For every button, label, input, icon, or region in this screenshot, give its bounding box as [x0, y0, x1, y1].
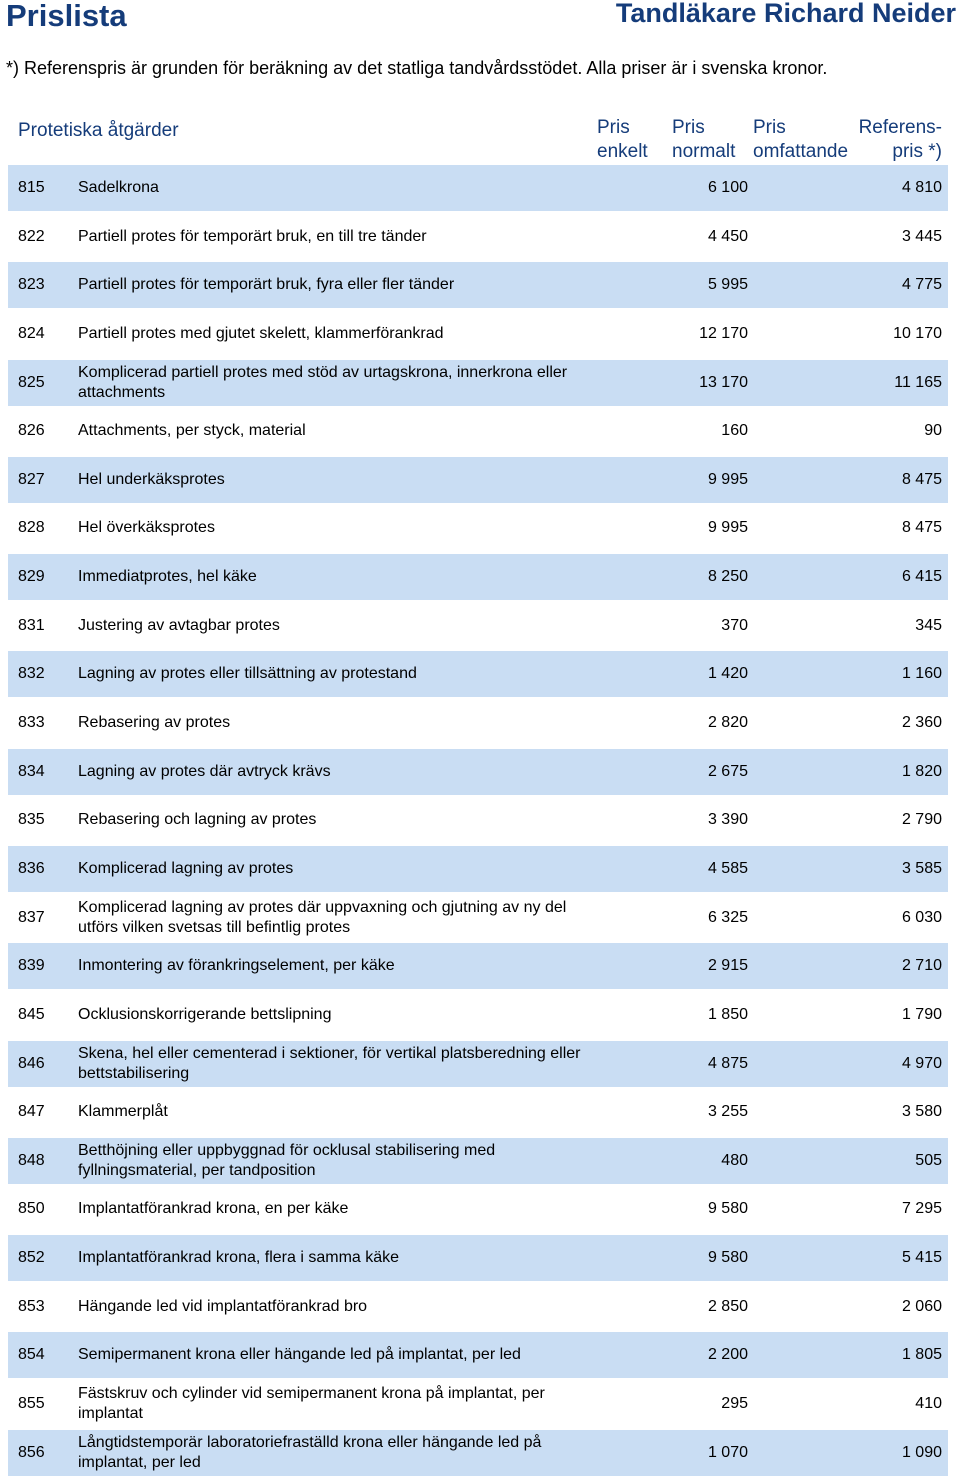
row-pris-normalt: 480	[721, 1151, 748, 1169]
row-referenspris: 4 970	[901, 1054, 942, 1072]
table-row	[8, 1430, 948, 1476]
row-referenspris: 1 805	[901, 1346, 942, 1364]
row-description-text: Partiell protes för temporärt bruk, fyra eller fler tänder	[78, 276, 455, 294]
row-description	[78, 1186, 588, 1232]
row-code: 847	[18, 1103, 45, 1121]
row-referenspris: 4 775	[901, 276, 942, 294]
table-row	[8, 749, 948, 795]
row-code: 853	[18, 1297, 45, 1315]
row-pris-normalt: 4 875	[707, 1054, 748, 1072]
row-code: 855	[18, 1395, 45, 1413]
row-code: 852	[18, 1249, 45, 1267]
table-row	[8, 457, 948, 503]
header-referenspris	[859, 116, 942, 164]
table-row	[8, 214, 948, 260]
table-row	[8, 360, 948, 406]
row-pris-normalt: 1 850	[707, 1005, 748, 1023]
row-description-text: Semipermanent krona eller hängande led på implantat, per led	[78, 1346, 521, 1364]
header-line: omfattande	[753, 141, 849, 162]
row-pris-normalt: 160	[721, 422, 748, 440]
row-description	[78, 992, 588, 1038]
row-referenspris: 90	[924, 422, 942, 440]
row-pris-normalt: 5 995	[707, 276, 748, 294]
row-referenspris: 6 030	[901, 908, 942, 926]
row-description-text: Partiell protes för temporärt bruk, en till tre tänder	[78, 227, 427, 245]
row-description-text: Rebasering av protes	[78, 714, 231, 732]
table-row	[8, 943, 948, 989]
row-description	[78, 1332, 588, 1378]
row-description-text: Implantatförankrad krona, en per käke	[78, 1200, 349, 1218]
table-row	[8, 408, 948, 454]
table-row	[8, 1332, 948, 1378]
table-row	[8, 1235, 948, 1281]
header-pris-normalt	[672, 116, 735, 164]
row-description-text: Hel överkäksprotes	[78, 519, 215, 537]
clinic-name: Tandläkare Richard Neider	[615, 0, 956, 28]
row-referenspris: 5 415	[901, 1249, 942, 1267]
row-description	[78, 214, 588, 260]
row-referenspris: 6 415	[901, 568, 942, 586]
row-referenspris: 2 060	[901, 1297, 942, 1315]
header-line: enkelt	[597, 141, 648, 162]
row-code: 826	[18, 422, 45, 440]
row-code: 854	[18, 1346, 45, 1364]
row-pris-normalt: 4 450	[707, 227, 748, 245]
row-referenspris: 505	[915, 1151, 942, 1169]
header-pris-enkelt	[597, 116, 648, 164]
row-description-text: Skena, hel eller cementerad i sektioner, för vertikal platsberedning eller bettstabilisering	[78, 1044, 581, 1082]
table-row	[8, 895, 948, 941]
row-code: 848	[18, 1151, 45, 1169]
row-referenspris: 2 360	[901, 714, 942, 732]
row-description	[78, 165, 588, 211]
table-row	[8, 992, 948, 1038]
row-description	[78, 700, 588, 746]
reference-price-note: *) Referenspris är grunden för beräkning av det statliga tandvårdsstödet. Alla priser är i svenska kronor.	[6, 58, 828, 78]
row-referenspris: 345	[915, 616, 942, 634]
row-pris-normalt: 6 100	[707, 179, 748, 196]
row-description	[78, 1235, 588, 1281]
row-pris-normalt: 295	[721, 1395, 748, 1413]
table-row	[8, 846, 948, 892]
row-referenspris: 8 475	[901, 470, 942, 488]
row-description-text: Attachments, per styck, material	[78, 422, 306, 440]
row-description-text: Hel underkäksprotes	[78, 470, 225, 488]
row-pris-normalt: 4 585	[707, 859, 748, 877]
table-row	[8, 1089, 948, 1135]
row-pris-normalt: 2 850	[707, 1297, 748, 1315]
row-code: 829	[18, 568, 45, 586]
row-description-text: Sadelkrona	[78, 179, 159, 196]
row-code: 837	[18, 908, 45, 926]
row-code: 828	[18, 519, 45, 537]
row-code: 856	[18, 1443, 45, 1461]
row-description	[78, 360, 588, 406]
table-row	[8, 165, 948, 211]
row-description	[78, 895, 588, 941]
row-description-text: Inmontering av förankringselement, per käke	[78, 957, 395, 975]
row-code: 827	[18, 470, 45, 488]
row-pris-normalt: 8 250	[707, 568, 748, 586]
row-pris-normalt: 370	[721, 616, 748, 634]
row-pris-normalt: 9 995	[707, 519, 748, 537]
row-description	[78, 554, 588, 600]
row-code: 833	[18, 714, 45, 732]
table-header	[0, 116, 960, 162]
row-description	[78, 1138, 588, 1184]
row-referenspris: 11 165	[894, 373, 942, 391]
row-description	[78, 651, 588, 697]
table-row	[8, 262, 948, 308]
table-row	[8, 700, 948, 746]
row-code: 850	[18, 1200, 45, 1218]
row-referenspris: 1 160	[901, 665, 942, 683]
table-row	[8, 797, 948, 843]
row-description-text: Långtidstemporär laboratoriefraställd krona eller hängande led på implantat, per led	[78, 1433, 542, 1471]
row-description	[78, 1041, 588, 1087]
row-description	[78, 505, 588, 551]
row-description	[78, 1381, 588, 1427]
row-description	[78, 1430, 588, 1476]
row-referenspris: 4 810	[901, 179, 942, 196]
row-description-text: Fästskruv och cylinder vid semipermanent krona på implantat, per implantat	[78, 1385, 545, 1423]
row-code: 834	[18, 762, 45, 780]
table-row	[8, 1381, 948, 1427]
row-description-text: Rebasering och lagning av protes	[78, 811, 317, 829]
row-description	[78, 1284, 588, 1330]
table-row	[8, 505, 948, 551]
row-referenspris: 410	[915, 1395, 942, 1413]
row-referenspris: 2 790	[901, 811, 942, 829]
table-row	[8, 1041, 948, 1087]
row-description	[78, 797, 588, 843]
row-description-text: Immediatprotes, hel käke	[78, 568, 257, 586]
row-pris-normalt: 9 995	[707, 470, 748, 488]
row-description-text: Hängande led vid implantatförankrad bro	[78, 1297, 368, 1315]
row-code: 846	[18, 1054, 45, 1072]
row-code: 831	[18, 616, 45, 634]
row-description	[78, 846, 588, 892]
header-line: Pris	[753, 117, 786, 138]
row-description	[78, 1089, 588, 1135]
row-code: 832	[18, 665, 45, 683]
row-pris-normalt: 9 580	[707, 1249, 748, 1267]
row-description	[78, 603, 588, 649]
row-description	[78, 749, 588, 795]
row-code: 835	[18, 811, 45, 829]
row-description	[78, 408, 588, 454]
row-pris-normalt: 13 170	[699, 373, 748, 391]
table-row	[8, 554, 948, 600]
table-row	[8, 311, 948, 357]
header-pris-omfattande	[753, 116, 848, 164]
table-row	[8, 1138, 948, 1184]
row-referenspris: 1 090	[901, 1443, 942, 1461]
row-pris-normalt: 1 420	[707, 665, 748, 683]
row-code: 845	[18, 1005, 45, 1023]
row-pris-normalt: 2 200	[707, 1346, 748, 1364]
row-description	[78, 943, 588, 989]
row-code: 836	[18, 859, 45, 877]
header-line: Referens-	[858, 117, 942, 138]
row-description	[78, 457, 588, 503]
row-code: 839	[18, 957, 45, 975]
section-heading: Protetiska åtgärder	[18, 120, 179, 141]
row-pris-normalt: 3 390	[707, 811, 748, 829]
row-referenspris: 3 445	[901, 227, 942, 245]
row-description-text: Implantatförankrad krona, flera i samma käke	[78, 1249, 400, 1267]
row-description-text: Lagning av protes där avtryck krävs	[78, 762, 331, 780]
row-referenspris: 2 710	[901, 957, 942, 975]
row-pris-normalt: 12 170	[699, 324, 748, 342]
table-row	[8, 1186, 948, 1232]
row-code: 815	[18, 179, 45, 196]
row-pris-normalt: 2 915	[707, 957, 748, 975]
row-description-text: Ocklusionskorrigerande bettslipning	[78, 1005, 332, 1023]
row-referenspris: 1 820	[901, 762, 942, 780]
table-row	[8, 1284, 948, 1330]
table-row	[8, 603, 948, 649]
row-pris-normalt: 2 820	[707, 714, 748, 732]
table-row	[8, 651, 948, 697]
row-pris-normalt: 2 675	[707, 762, 748, 780]
row-pris-normalt: 6 325	[707, 908, 748, 926]
row-description-text: Partiell protes med gjutet skelett, klammerförankrad	[78, 324, 444, 342]
page-title: Prislista	[6, 0, 127, 33]
row-referenspris: 1 790	[901, 1005, 942, 1023]
header-line: normalt	[672, 141, 736, 162]
row-description-text: Klammerplåt	[78, 1103, 168, 1121]
row-referenspris: 8 475	[901, 519, 942, 537]
row-referenspris: 3 580	[901, 1103, 942, 1121]
row-description	[78, 262, 588, 308]
row-referenspris: 7 295	[901, 1200, 942, 1218]
row-description	[78, 311, 588, 357]
row-pris-normalt: 1 070	[707, 1443, 748, 1461]
row-description-text: Justering av avtagbar protes	[78, 616, 280, 634]
row-referenspris: 10 170	[893, 324, 942, 342]
row-pris-normalt: 3 255	[707, 1103, 748, 1121]
price-table-body	[8, 165, 948, 1478]
row-description-text: Lagning av protes eller tillsättning av protestand	[78, 665, 417, 683]
row-description-text: Betthöjning eller uppbyggnad för ocklusal stabilisering med fyllningsmaterial, per tandposition	[78, 1141, 496, 1179]
row-code: 824	[18, 324, 45, 342]
row-referenspris: 3 585	[901, 859, 942, 877]
header-line: Pris	[597, 117, 630, 138]
row-description-text: Komplicerad lagning av protes där uppvaxning och gjutning av ny del utförs vilken svetsas till befintlig protes	[78, 898, 567, 936]
row-code: 825	[18, 373, 45, 391]
row-code: 822	[18, 227, 45, 245]
row-description-text: Komplicerad lagning av protes	[78, 859, 294, 877]
row-pris-normalt: 9 580	[707, 1200, 748, 1218]
header-line: pris *)	[892, 141, 942, 162]
row-description-text: Komplicerad partiell protes med stöd av urtagskrona, innerkrona eller attachments	[78, 363, 568, 401]
header-line: Pris	[672, 117, 705, 138]
row-code: 823	[18, 276, 45, 294]
